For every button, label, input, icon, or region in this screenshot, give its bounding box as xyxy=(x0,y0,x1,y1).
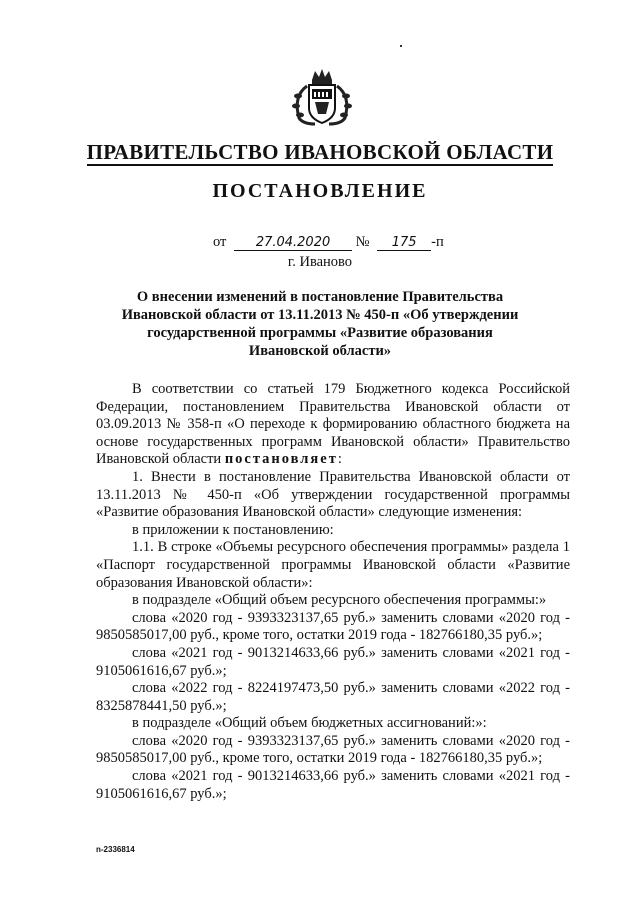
document-type: ПОСТАНОВЛЕНИЕ xyxy=(212,180,428,202)
paragraph-5: слова «2020 год - 9393323137,65 руб.» заменить словами «2020 год - 9850585017,00 руб., кроме того, остатки 2019 года - 182766180,35 руб.»; xyxy=(96,609,570,644)
date-prefix: от xyxy=(213,234,227,250)
preamble-text: В соответствии со статьей 179 Бюджетного кодекса Российской Федерации, постановлением Правительства Ивановской области от 03.09.2013 № 358-п «О переходе к формированию областного бюджета на основе государственных программ Ивановской области» Правительство Ивановской области xyxy=(96,381,570,468)
date-number-line xyxy=(213,234,444,251)
scan-speck xyxy=(400,45,402,47)
number-suffix: -п xyxy=(431,234,444,250)
government-heading xyxy=(0,140,640,165)
paragraph-10: слова «2021 год - 9013214633,66 руб.» заменить словами «2021 год - 9105061616,67 руб.»; xyxy=(96,768,570,802)
preamble-paragraph: В соответствии со статьей 179 Бюджетного кодекса Российской Федерации, постановлением Правительства Ивановской области от 03.09.2013 № 358-п «О переходе к формированию областного бюджета на основе государственных программ Ивановской области» Правительство Ивановской области постановляет: xyxy=(96,381,570,468)
paragraph-9: слова «2020 год - 9393323137,65 руб.» заменить словами «2020 год - 9850585017,00 руб., кроме того, остатки 2019 года - 182766180,35 руб.»; xyxy=(96,732,570,767)
decree-word: постановляет xyxy=(224,451,338,468)
document-body xyxy=(96,381,570,803)
paragraph-6: слова «2021 год - 9013214633,66 руб.» заменить словами «2021 год - 9105061616,67 руб.»; xyxy=(96,644,570,679)
number-handwritten: 175 xyxy=(377,235,431,251)
document-code: n-2336814 xyxy=(96,845,135,854)
paragraph-3: 1.1. В строке «Объемы ресурсного обеспечения программы» раздела 1 «Паспорт государственной программы Ивановской области «Развитие образования Ивановской области»: xyxy=(96,539,570,591)
number-sign: № xyxy=(355,234,370,250)
date-handwritten: 27.04.2020 xyxy=(234,235,352,251)
coat-of-arms-icon xyxy=(285,68,359,126)
title-line: государственной программы «Развитие образования xyxy=(147,325,493,341)
title-line: Ивановской области» xyxy=(248,343,392,359)
paragraph-8: в подразделе «Общий объем бюджетных ассигнований:»: xyxy=(132,715,487,732)
document-title xyxy=(110,288,530,360)
government-name: ПРАВИТЕЛЬСТВО ИВАНОВСКОЙ ОБЛАСТИ xyxy=(86,140,554,164)
title-line: Ивановской области от 13.11.2013 № 450-п «Об утверждении xyxy=(121,307,519,323)
title-line: О внесении изменений в постановление Правительства xyxy=(136,289,504,305)
city-line: г. Иваново xyxy=(287,254,353,270)
paragraph-1: 1. Внести в постановление Правительства Ивановской области от 13.11.2013 № 450-п «Об утверждении государственной программы «Развитие образования Ивановской области» следующие изменения: xyxy=(96,468,570,521)
paragraph-4: в подразделе «Общий объем ресурсного обеспечения программы:» xyxy=(132,592,547,609)
paragraph-2: в приложении к постановлению: xyxy=(132,521,334,538)
paragraph-7: слова «2022 год - 8224197473,50 руб.» заменить словами «2022 год - 8325878441,50 руб.»; xyxy=(96,680,570,714)
